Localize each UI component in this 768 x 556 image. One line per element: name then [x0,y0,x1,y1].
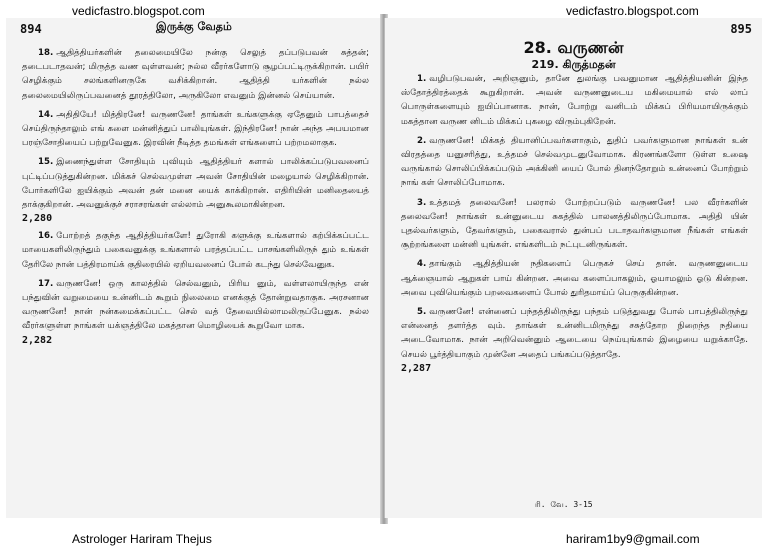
verse-number: 16. [38,231,54,242]
verse-number: 3. [417,197,427,208]
verse-text: வருணனே! ஒரு காலத்தில் செல்வனும், பிரிய னும், வள்ளலாயிருந்த என் பந்துவின் வறுமையை உன்னிடம் கூறும் நிலைமை எனக்குத் தோன்றுவதாகுக. அரசனான வருணனே! நான் நன்கமைக்கப்பட்ட செல் வத் தேவையில்லாமலிருப்பேனுக. நல்ல வீரர்களுள்ள நாங்கள் யக்ஞத்திலே மகத்தான மொழியைக் கூறுவோ மாக. [22,278,369,332]
verse-paragraph [22,229,369,272]
verse-text: தாங்கும் ஆதித்தியன் நதிகளைப் பெருகச் செய் தான். வருணனுடைய ஆக்ஞையால் ஆறுகள் பாய் கின்றன. அவை களைப்பாகலும், ஓயாமலும் ஓடு கின்றன. அவை புவியெங்கும் பறவைகளைப் போல் துரிதமாய்ப் பெருகுகின்றன. [401,259,748,298]
left-page [6,18,384,518]
verse-text: அதிதியே! மித்திரனே! வருணனே! தாங்கள் உங்களுக்கு ஏதேனும் பாபத்தைச் செய்திருந்தாலும் எங் களை மன்னித்துப் பாலியுங்கள். இந்திரனே! நான் அந்த அபயமான பரஞ்சோதியைப் பற்றுவேனுக. இரவின் நீடித்த தமங்கள் எங்களைப் பற்றமலாகுக. [22,109,369,149]
verse-reference: 2,280 [22,213,53,225]
verse-number: 17. [38,278,54,289]
verse-paragraph [401,72,748,129]
verse-paragraph [401,305,748,362]
page-footer: ரி. வே. 3-15 [535,500,593,509]
right-page [384,18,762,518]
verse-paragraph [401,196,748,253]
verse-text: வழிபடுபவன், அறிஞனும், தானே துலங்கு பவனுமான ஆதித்தியனின் இந்த ஸ்தோத்திரத்தைக் கூறுகிறான். அவன் வருணனுடைய மகிமையால் எல் லாப் பொருள்களையும் ஐயிப்பானாக. நான், போற்று வனிடம் மிக்கப் பிரியமாயிருக்கும் மகத்தான வருண னிடம் மிக்கப் புகழை விரும்புகிறேன். [401,74,748,127]
page-number: 895 [730,22,752,36]
verse-reference: 2,287 [401,362,432,374]
watermark-bottom-right: hariram1by9@gmail.com [566,532,700,546]
verse-paragraph [401,257,748,300]
verse-number: 18. [38,48,54,58]
verse-number: 4. [417,259,427,270]
verse-text: வருணனே! என்னைப் பந்தத்திலிருந்து பந்தம் படுத்துவது போல் பாபத்திலிருந்து என்னைத் தளர்த்த வும். தாங்கள் உன்னிடமிருந்து சசுத்தோற நிறைந்த நதியை அடைவோமாக. நான் அறிவென்னும் ஆடையை நெய்யுங்கால் இழையை யறுக்காதே. செயல் பூர்த்தியாகும் முன்னே அதைப் பங்கப்படுத்தாதே. [401,307,748,360]
verse-paragraph [22,46,369,103]
verse-text: இணைந்துள்ள சோதியும் புவியும் ஆதித்தியர் களால் பாலிக்கப்படுபவனைப் புட்டிப்படுத்துகின்றன. மிக்கச் செல்வமுள்ள அவன் சோதியின் மழையால் செழிக்கிறான். போர்களிலே ஐயிக்கும் அவன் தன் மனை யைக் காக்கிறான். எதிரியின் மனிதையைத் தாக்குகிறான். அவனுக்குச் சராசரங்கள் எல்லாம் அனுகூலமாகின்றன. [22,157,369,211]
verse-number: 1. [417,74,427,84]
verse-text: ஆதித்தியர்களின் தலைமையிலே நன்கு செலுத் தப்படுபவன் சுத்தன்; தடைபடாதவன்; மிருத்த வண வுள்ளவன்; நல்ல வீரர்களோடு சூழப்பட்டிருக்கிறான். பயிர் செழிக்கும் சலங்களினருகே வசிக்கிறான். ஆதித்தி யர்களின் நல்ல தலைமையிலிருப்பவனைத் தூரத்திலோ, அருகிலோ எவனும் இன்னல் செய்யான். [22,48,369,101]
verse-paragraph [22,155,369,212]
verse-number: 5. [417,307,427,318]
verse-number: 15. [38,157,54,168]
right-body [401,72,748,379]
verse-paragraph [22,108,369,151]
verse-text: போற்றத் தகுந்த ஆதித்தியர்களே! துரோகி களுக்கு உங்களால் கற்பிக்கப்பட்ட மாயைகளிலிருந்தும் பகைவனுக்கு உங்களால் பரத்தப்பட்ட பாசங்களிலிருந் தும் உங்கள் தேரிலே நான் பத்திரமாய்க் குதிரையில் ஏறியவனைப் போல் கடந்து செல்வேனுக. [22,231,369,270]
verse-paragraph [22,277,369,334]
verse-reference: 2,282 [22,334,53,346]
chapter-title: 28. வருணன் [523,38,624,57]
hymn-title: 219. கிருத்மதன் [531,58,616,71]
watermark-top-left: vedicfastro.blogspot.com [72,4,205,18]
running-head: இருக்கு வேதம் [156,20,232,33]
watermark-bottom-left: Astrologer Hariram Thejus [72,532,212,546]
verse-text: உத்தமத் தலைவனே! பலரால் போற்றப்படும் வருணனே! பல வீரர்களின் தலைவனே! நாங்கள் உன்னுடைய சுகத்தில் பாலனத்திலிருப்போமாக. அதிதி யின் புதல்வர்களும், தேவர்களும், பகைவரால் துன்பப் படாதவர்களுமான நீங்கள் எங்கள் சூற்றங்களை மன்னி யுங்கள். எங்களிடம் நட்புடனிருங்கள். [401,197,748,251]
verse-paragraph [401,134,748,191]
verse-text: வருணனே! மிக்கத் தியானிப்பவர்களாகும், துதிப் பவர்களுமான நாங்கள் உன் விரதத்தை யனுசரித்து, உத்தமச் செல்வமுடனுவோமாக. கிரணங்களோ டுள்ள உஷை வருங்கால் சொலிப்பிக்கப்படும் அக்கினி யைப் போல் தினந்தோறும் உன்னைப் போற்றும் நாங் கள் சொலிப்போமாக. [401,135,748,189]
watermark-top-right: vedicfastro.blogspot.com [566,4,699,18]
page-number: 894 [20,22,42,36]
verse-number: 14. [38,109,54,120]
verse-number: 2. [417,135,427,146]
left-body [22,46,369,351]
